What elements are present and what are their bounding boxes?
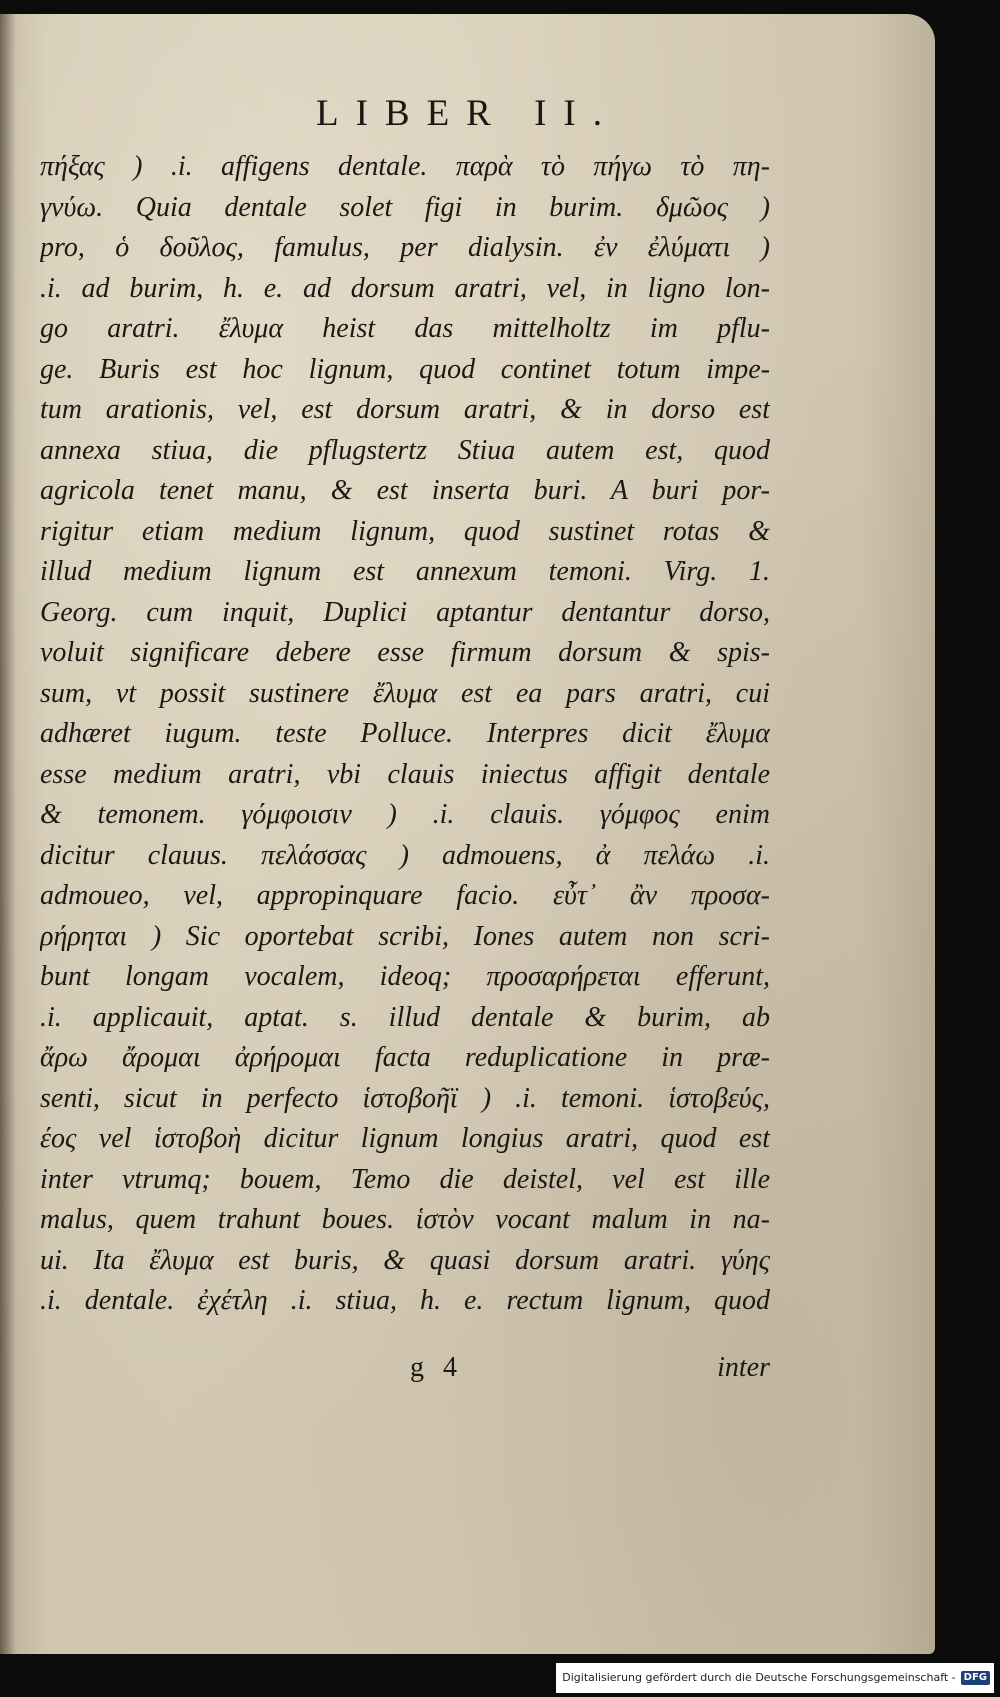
page-gutter-shadow — [0, 14, 16, 1654]
catchword: inter — [717, 1352, 770, 1383]
text-line: malus, quem trahunt boues. ἱστὸν vocant malum in na- — [40, 1204, 770, 1235]
running-header: LIBER II. — [315, 93, 620, 134]
text-line: έος vel ἱστοβοὴ dicitur lignum longius aratri, quod est — [40, 1123, 770, 1154]
text-line: esse medium aratri, vbi clauis iniectus affigit dentale — [40, 758, 770, 790]
text-line: Georg. cum inquit, Duplici aptantur dentantur dorso, — [40, 596, 770, 628]
text-line: annexa stiua, die pflugstertz Stiua autem est, quod — [40, 434, 770, 466]
text-line: adhæret iugum. teste Polluce. Interpres dicit ἔλυμα — [40, 718, 770, 749]
text-line: admoueo, vel, appropinquare facio. εὖτ᾽ ἂν προσα- — [40, 880, 770, 911]
text-line: tum arationis, vel, est dorsum aratri, & in dorso est — [40, 394, 770, 425]
text-line: agricola tenet manu, & est inserta buri. A buri por- — [40, 475, 770, 506]
book-page — [0, 14, 935, 1654]
page-foot — [40, 1352, 770, 1392]
text-line: ἄρω ἄρομαι ἀρήρομαι facta reduplicatione in præ- — [40, 1042, 770, 1073]
text-line: voluit significare debere esse firmum dorsum & spis- — [40, 637, 770, 668]
text-line: pro, ὁ δοῦλος, famulus, per dialysin. ἐν ἐλύματι ) — [40, 232, 770, 263]
text-line: .i. ad burim, h. e. ad dorsum aratri, vel, in ligno lon- — [40, 272, 770, 304]
text-line: bunt longam vocalem, ideoq; προσαρήρεται efferunt, — [40, 961, 770, 992]
credit-text: Digitalisierung gefördert durch die Deutsche Forschungsgemeinschaft - — [562, 1671, 956, 1684]
dfg-logo: DFG — [961, 1671, 990, 1685]
text-line: senti, sicut in perfecto ἱστοβοῆϊ ) .i. temoni. ἱστοβεύς, — [40, 1082, 770, 1114]
text-line: γνύω. Quia dentale solet figi in burim. δμῶος ) — [40, 191, 770, 223]
text-line: .i. applicauit, aptat. s. illud dentale & burim, ab — [40, 1001, 770, 1033]
text-line: πήξας ) .i. affigens dentale. παρὰ τὸ πήγω τὸ πη- — [40, 151, 770, 182]
text-line: inter vtrumq; bouem, Temo die deistel, vel est ille — [40, 1163, 770, 1195]
digitization-credit — [556, 1663, 994, 1693]
text-line: ge. Buris est hoc lignum, quod continet totum impe- — [40, 353, 770, 385]
text-line: ρήρηται ) Sic oportebat scribi, Iones autem non scri- — [40, 920, 770, 952]
text-line: illud medium lignum est annexum temoni. Virg. 1. — [40, 556, 770, 587]
text-line: rigitur etiam medium lignum, quod sustinet rotas & — [40, 515, 770, 547]
text-line: .i. dentale. ἐχέτλη .i. stiua, h. e. rectum lignum, quod — [40, 1285, 770, 1316]
text-line: go aratri. ἔλυμα heist das mittelholtz im pflu- — [40, 313, 770, 344]
text-line: & temonem. γόμφοισιν ) .i. clauis. γόμφος enim — [40, 799, 770, 830]
page-text-block — [40, 147, 770, 1322]
text-line: sum, vt possit sustinere ἔλυμα est ea pars aratri, cui — [40, 677, 770, 709]
text-line: dicitur clauus. πελάσσας ) admouens, ἀ πελάω .i. — [40, 839, 770, 871]
signature-mark: g 4 — [410, 1352, 463, 1383]
text-line: ui. Ita ἔλυμα est buris, & quasi dorsum aratri. γύης — [40, 1244, 770, 1276]
